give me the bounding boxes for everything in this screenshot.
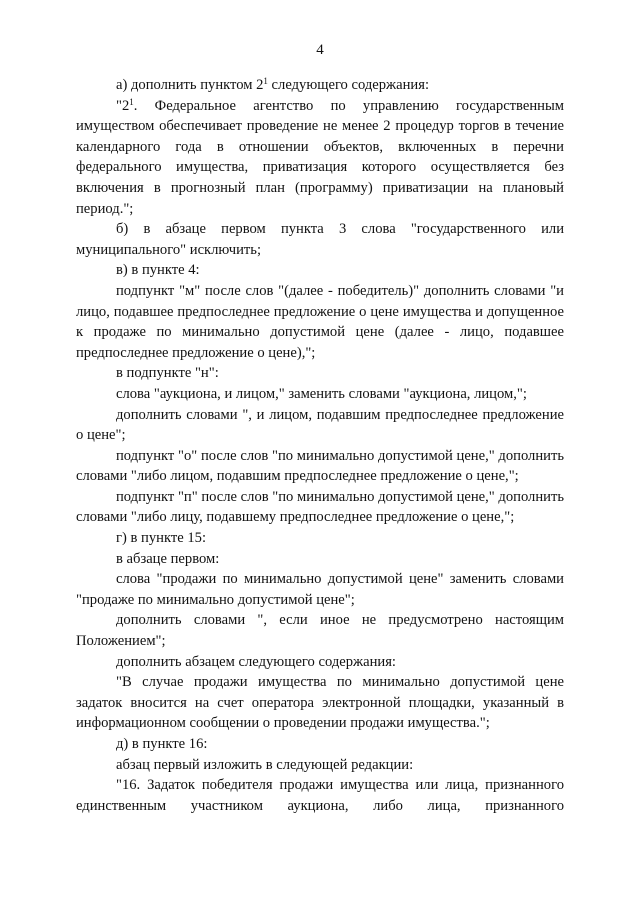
text-run: . Федеральное агентство по управлению государственным имуществом обеспечивает проведение не менее 2 процедур торгов в течение календарного года в отношении объектов, включенных в перечни федерального имущества, приватизация которого осуществляется без включения в прогнозный план (программу) приватизации на плановый период."; xyxy=(76,97,564,217)
paragraph-subclause-n: в подпункте "н": xyxy=(116,365,219,382)
paragraph-replace-sale-words: слова "продажи по минимально допустимой цене" заменить словами "продаже по минимально допустимой цене"; xyxy=(76,571,564,608)
text-run: а) дополнить пунктом 2 xyxy=(116,77,264,93)
paragraph-subclause-o: подпункт "о" после слов "по минимально допустимой цене," дополнить словами "либо лицом, подавшим предпоследнее предложение о цене,"; xyxy=(76,447,564,485)
paragraph-subclause-p: подпункт "п" после слов "по минимально допустимой цене," дополнить словами "либо лицу, подавшему предпоследнее предложение о цене,"; xyxy=(76,488,564,526)
document-body xyxy=(76,75,564,816)
paragraph-new-wording: абзац первый изложить в следующей редакции: xyxy=(116,756,414,773)
paragraph-add-unless: дополнить словами ", если иное не предусмотрено настоящим Положением"; xyxy=(76,612,564,650)
paragraph-add-words: дополнить словами ", и лицом, подавшим предпоследнее предложение о цене"; xyxy=(76,406,564,444)
text-run: "2 xyxy=(116,97,130,114)
paragraph-clause-2-1 xyxy=(76,96,564,220)
paragraph-amendment-g: г) в пункте 15: xyxy=(116,530,206,547)
text-run: следующего содержания: xyxy=(267,77,430,93)
paragraph-amendment-d: д) в пункте 16: xyxy=(116,736,208,752)
paragraph-amendment-b: б) в абзаце первом пункта 3 слова "государственного или муниципального" исключить; xyxy=(76,221,564,258)
paragraph-add-para: дополнить абзацем следующего содержания: xyxy=(116,653,396,670)
paragraph-first-para: в абзаце первом: xyxy=(116,550,220,567)
paragraph-replace-words: слова "аукциона, и лицом," заменить словами "аукциона, лицом,"; xyxy=(116,385,527,402)
paragraph-clause-16: "16. Задаток победителя продажи имущества или лица, признанного единственным участником аукциона, либо лица, признанного xyxy=(76,777,564,814)
paragraph-amendment-v: в) в пункте 4: xyxy=(116,262,200,279)
paragraph-subclause-m: подпункт "м" после слов "(далее - победитель)" дополнить словами "и лицо, подавшее предпоследнее предложение о цене имущества и допущенное к продаже по минимально допустимой цене (далее - лицо, подавшее предпоследнее предложение о цене),"; xyxy=(76,282,564,361)
paragraph-amendment-a xyxy=(76,75,564,96)
superscript: 1 xyxy=(129,96,134,107)
superscript: 1 xyxy=(263,76,268,86)
page-number: 4 xyxy=(316,42,324,58)
paragraph-deposit: "В случае продажи имущества по минимально допустимой цене задаток вносится на счет оператора электронной площадки, указанный в информационном сообщении о проведении продажи имущества."; xyxy=(76,674,564,732)
